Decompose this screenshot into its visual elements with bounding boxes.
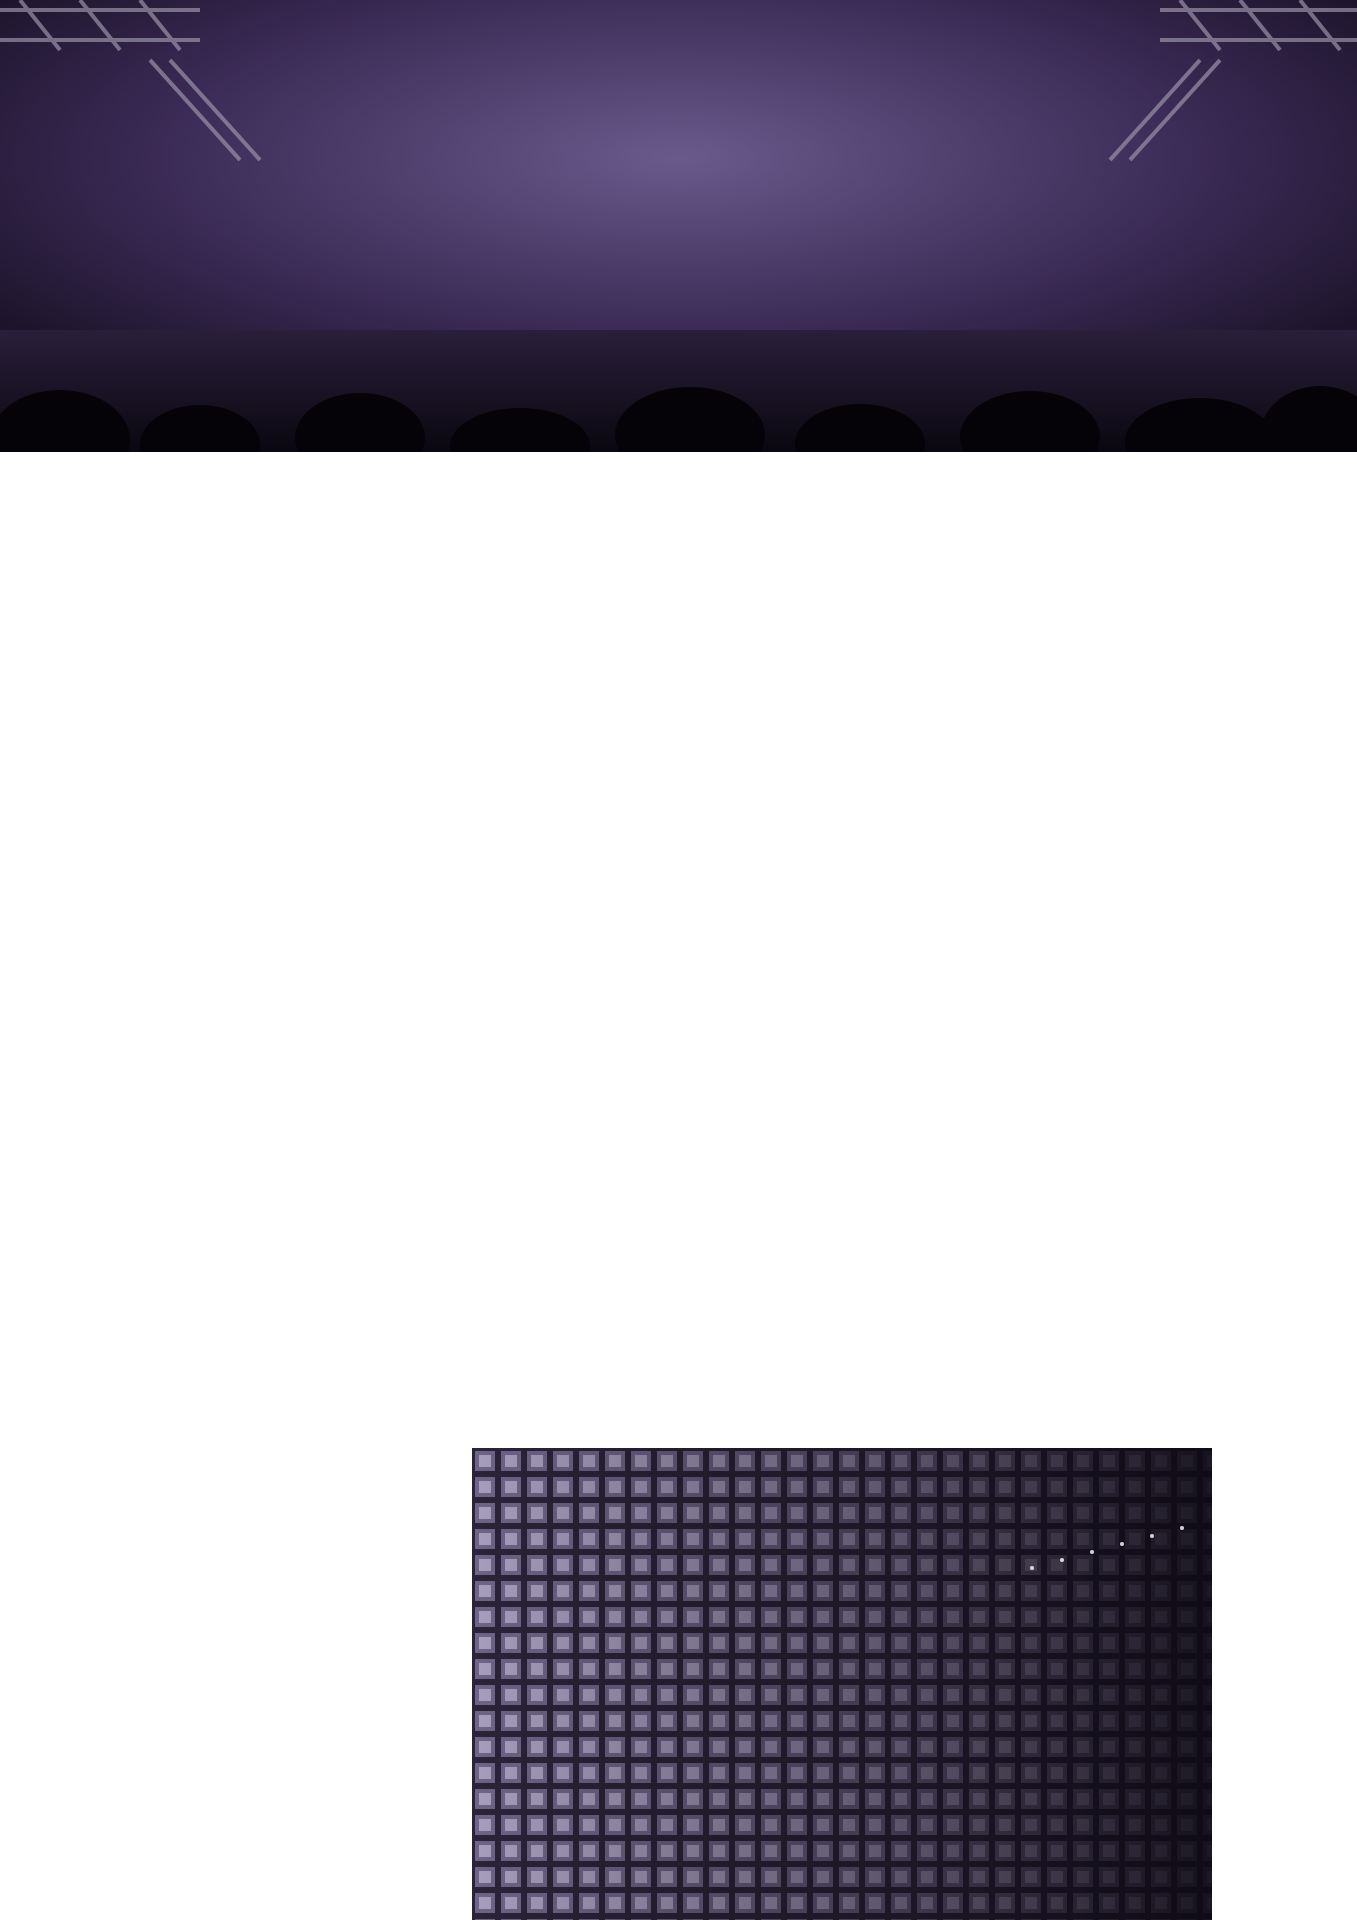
article-text-block-1 (342, 468, 1212, 860)
stage-photo-bottom (472, 1448, 1212, 1920)
stage-photo-top (0, 0, 1357, 452)
article-text-block-3 (126, 1448, 446, 1878)
article-text-block-2 (342, 1043, 1212, 1393)
